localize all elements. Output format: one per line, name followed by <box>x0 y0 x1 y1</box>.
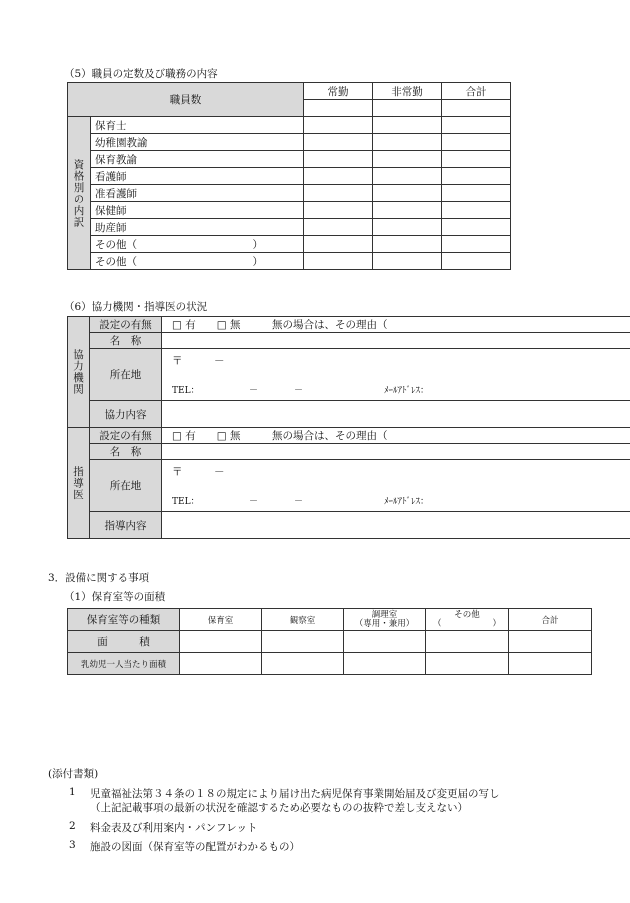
cell[interactable] <box>373 134 442 151</box>
row-label: 助産師 <box>91 219 304 236</box>
col-fulltime: 常勤 <box>304 83 373 100</box>
row-label: 幼稚園教諭 <box>91 134 304 151</box>
section-5-title: （5）職員の定数及び職務の内容 <box>64 68 218 80</box>
cooperation-table <box>67 316 630 539</box>
cell[interactable] <box>304 253 373 270</box>
cell[interactable] <box>373 100 442 117</box>
cell[interactable] <box>304 219 373 236</box>
cell[interactable] <box>442 100 511 117</box>
col-total: 合計 <box>509 609 592 631</box>
row-label: 保育士 <box>91 117 304 134</box>
area-row-label: 面 積 <box>68 631 180 653</box>
per-child-row-label: 乳幼児一人当たり面積 <box>68 653 180 675</box>
attachment-note: （上記記載事項の最新の状況を確認するため必要なものの抜粋で差し支えない） <box>90 802 468 814</box>
cell[interactable] <box>442 236 511 253</box>
address-label: 所在地 <box>90 460 162 512</box>
section-6-title: （6）協力機関・指導医の状況 <box>64 301 208 313</box>
area-table <box>67 608 592 675</box>
cell[interactable] <box>426 653 509 675</box>
cell[interactable] <box>373 253 442 270</box>
cell[interactable] <box>373 236 442 253</box>
attachment-num: 1 <box>69 786 76 798</box>
address-field[interactable] <box>162 349 630 401</box>
content-field[interactable] <box>162 512 630 539</box>
content-field[interactable] <box>162 401 630 428</box>
name-label: 名 称 <box>90 444 162 460</box>
col-other <box>426 609 509 631</box>
row-label: 看護師 <box>91 168 304 185</box>
cell[interactable] <box>373 168 442 185</box>
cell[interactable] <box>304 134 373 151</box>
content-label: 指導内容 <box>90 512 162 539</box>
staff-table <box>67 82 511 270</box>
row-label: その他（ ） <box>91 236 304 253</box>
name-field[interactable] <box>162 444 630 460</box>
cell[interactable] <box>304 151 373 168</box>
attachments-title: (添付書類) <box>48 768 99 780</box>
attachment-num: 3 <box>69 839 76 851</box>
cell[interactable] <box>442 202 511 219</box>
setting-label: 設定の有無 <box>90 317 162 333</box>
cell[interactable] <box>304 202 373 219</box>
attachment-text: 施設の図面（保育室等の配置がわかるもの） <box>90 841 300 853</box>
cell[interactable] <box>426 631 509 653</box>
cell[interactable] <box>442 134 511 151</box>
cell[interactable] <box>442 168 511 185</box>
type-label: 保育室等の種類 <box>68 609 180 631</box>
cell[interactable] <box>442 185 511 202</box>
attachment-num: 2 <box>69 820 76 832</box>
cell[interactable] <box>442 253 511 270</box>
cell[interactable] <box>373 117 442 134</box>
cell[interactable] <box>262 631 344 653</box>
section-3-subtitle: （1）保育室等の面積 <box>64 591 166 603</box>
row-label: 保育教諭 <box>91 151 304 168</box>
other-label: その他 <box>454 609 480 620</box>
col-total: 合計 <box>442 83 511 100</box>
cell[interactable] <box>442 219 511 236</box>
block-side-label: 協力機関 <box>68 317 90 428</box>
tel-line: TEL： － － ﾒｰﾙｱﾄﾞﾚｽ： <box>172 497 430 507</box>
cell[interactable] <box>304 185 373 202</box>
kitchen-note: （専用・兼用） <box>354 618 415 629</box>
row-label: その他（ ） <box>91 253 304 270</box>
qualification-side-label: 資格別の内訳 <box>68 117 91 270</box>
cell[interactable] <box>344 631 426 653</box>
address-label: 所在地 <box>90 349 162 401</box>
setting-value[interactable]: □ 有 □ 無 無の場合は、その理由（ <box>162 428 630 444</box>
cell[interactable] <box>442 117 511 134</box>
cell[interactable] <box>373 185 442 202</box>
cell[interactable] <box>180 653 262 675</box>
content-label: 協力内容 <box>90 401 162 428</box>
cell[interactable] <box>509 631 592 653</box>
cell[interactable] <box>373 151 442 168</box>
tel-line: TEL： － － ﾒｰﾙｱﾄﾞﾚｽ： <box>172 386 430 396</box>
setting-label: 設定の有無 <box>90 428 162 444</box>
kitchen-label: 調理室 <box>371 609 398 620</box>
cell[interactable] <box>509 653 592 675</box>
col-parttime: 非常勤 <box>373 83 442 100</box>
other-note: （ ） <box>432 618 501 629</box>
cell[interactable] <box>304 117 373 134</box>
cell[interactable] <box>373 202 442 219</box>
cell[interactable] <box>262 653 344 675</box>
name-label: 名 称 <box>90 333 162 349</box>
cell[interactable] <box>304 236 373 253</box>
postal-line: 〒 － <box>172 466 225 478</box>
col-observation-room: 観察室 <box>262 609 344 631</box>
row-label: 准看護師 <box>91 185 304 202</box>
address-field[interactable] <box>162 460 630 512</box>
attachment-text: 児童福祉法第３４条の１８の規定により届け出た病児保育事業開始届及び変更届の写し <box>90 788 500 800</box>
col-nursery-room: 保育室 <box>180 609 262 631</box>
cell[interactable] <box>304 100 373 117</box>
cell[interactable] <box>180 631 262 653</box>
staff-count-label: 職員数 <box>68 83 304 117</box>
cell[interactable] <box>442 151 511 168</box>
section-3-title: 3．設備に関する事項 <box>48 572 150 584</box>
name-field[interactable] <box>162 333 630 349</box>
row-label: 保健師 <box>91 202 304 219</box>
attachment-text: 料金表及び利用案内・パンフレット <box>90 822 258 834</box>
cell[interactable] <box>304 168 373 185</box>
setting-value[interactable]: □ 有 □ 無 無の場合は、その理由（ <box>162 317 630 333</box>
col-kitchen <box>344 609 426 631</box>
cell[interactable] <box>344 653 426 675</box>
block-side-label: 指導医 <box>68 428 90 539</box>
postal-line: 〒 － <box>172 355 225 367</box>
cell[interactable] <box>373 219 442 236</box>
